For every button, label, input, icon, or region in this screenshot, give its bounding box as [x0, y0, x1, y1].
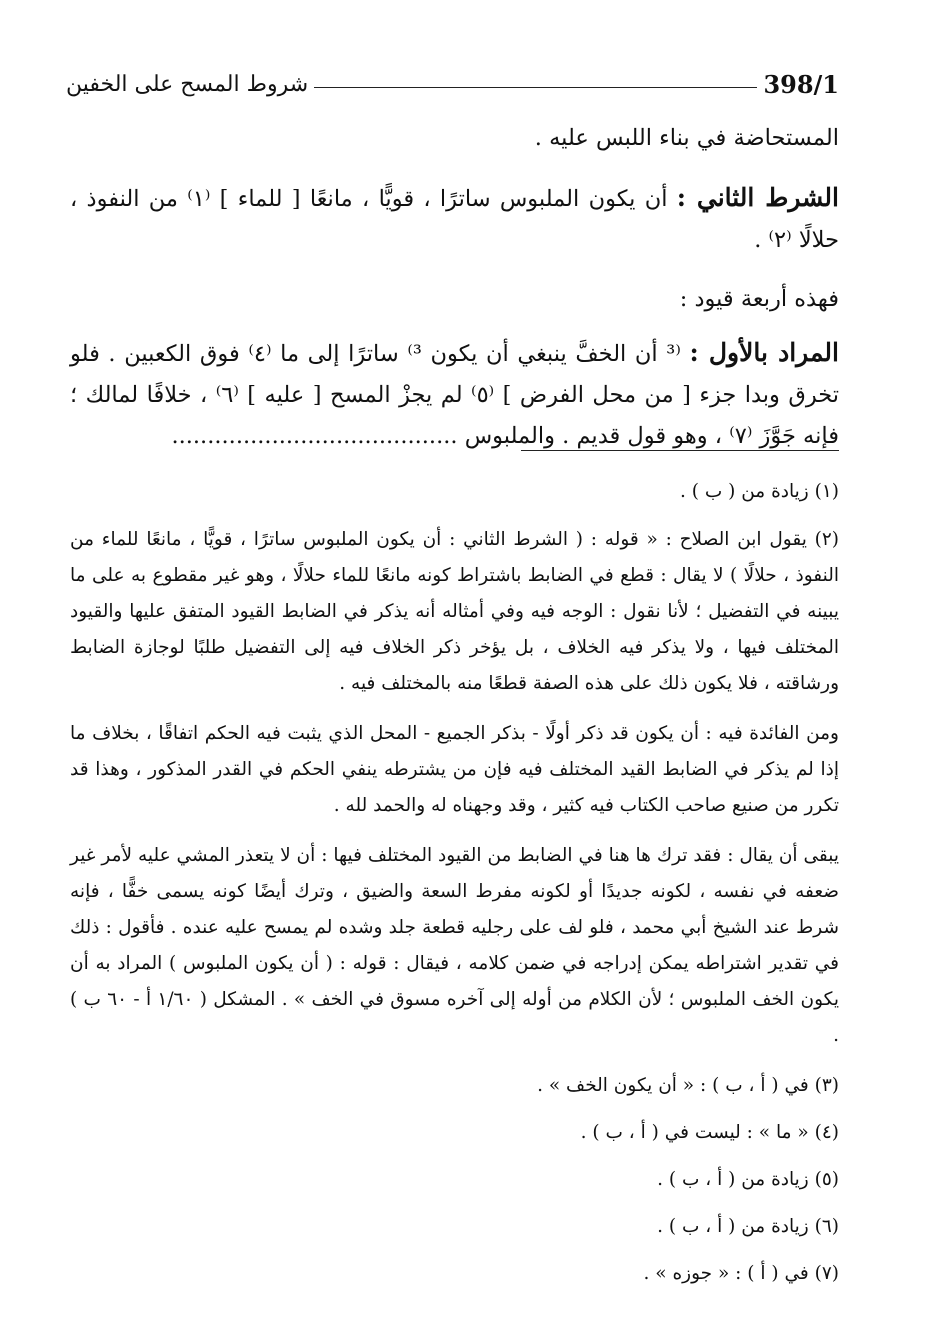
first-constraint-label: المراد بالأول :: [689, 338, 839, 367]
footnote-1: (١) زيادة من ( ب ) .: [679, 481, 839, 502]
first-constraint-text: ⁽³ أن الخفَّ ينبغي أن يكون ³⁾ ساترًا إلى ما ⁽٤⁾ فوق الكعبين . فلو تخرق وبدا جزء [ من محل الفرض ] ⁽٥⁾ لم يجزْ المسح [ عليه ] ⁽٦⁾ ، خلافًا لمالك ؛ فإنه جَوَّزَ ⁽٧⁾ ، وهو قول قديم . والملبوس ........................................: [70, 341, 840, 449]
condition-two-text: أن يكون الملبوس ساترًا ، قويًّا ، مانعًا [ للماء ] ⁽١⁾ من النفوذ ، حلالًا ⁽٢⁾ .: [70, 186, 839, 253]
main-text: [70, 118, 839, 475]
footnote-3: (٣) في ( أ ، ب ) : « أن يكون الخف » .: [537, 1075, 839, 1096]
first-constraint-paragraph: [70, 332, 839, 457]
running-title: شروط المسح على الخفين: [66, 71, 309, 97]
footnote-separator: [521, 450, 839, 451]
footnote-5: (٥) زيادة من ( أ ، ب ) .: [657, 1169, 839, 1190]
condition-two-label: الشرط الثاني :: [676, 183, 839, 212]
footnotes: [70, 474, 839, 1303]
running-header: [66, 64, 839, 104]
footnote-4: (٤) « ما » : ليست في ( أ ، ب ) .: [580, 1122, 839, 1143]
footnote-7: (٧) في ( أ ) : « جوزه » .: [643, 1263, 839, 1284]
condition-two-paragraph: [70, 177, 839, 261]
footnote-2-paragraph-3: يبقى أن يقال : فقد ترك ها هنا في الضابط من القيود المختلف فيها : أن لا يتعذر المشي عليه لأمر غير ضعفه في نفسه ، لكونه جديدًا أو لكونه مفرط السعة والضيق ، وترك أيضًا كونه يسمى خفًّا ، فإنه شرط عند الشيخ أبي محمد ، فلو لف على رجليه قطعة جلد وشده لم يمسح عليه عنده . فأقول : ذلك في تقدير اشتراطه يمكن إدراجه في ضمن كلامه ، فيقال : قوله : ( أن يكون الملبوس ) المراد به أن يكون الخف الملبوس ؛ لأن الكلام من أوله إلى آخره مسوق في الخف » . المشكل ( ١/٦٠ أ - ٦٠ ب ) .: [70, 845, 839, 1046]
footnote-2: (٢) يقول ابن الصلاح : « قوله : ( الشرط الثاني : أن يكون الملبوس ساترًا ، قويًّا ، مانعًا للماء من النفوذ ، حلالًا ) لا يقال : قطع في الضابط باشتراط كونه مانعًا للماء حلالًا ، وهو غير مقطوع به على ما يبينه في التفضيل ؛ لأنا نقول : الوجه فيه وفي أمثاله أنه يذكر في الضابط القيود المتفق عليها والقيود المختلف فيها ، ولا يذكر فيه الخلاف ، بل يؤخر ذكر الخلاف فيه إلى التفضيل طلبًا لوجازة الضابط ورشاقته ، فلا يكون ذلك على هذه الصفة قطعًا منه بالمختلف فيه .: [70, 529, 839, 694]
page-number: 398/1: [763, 69, 839, 99]
header-rule: [314, 87, 757, 88]
footnote-2-paragraph-2: ومن الفائدة فيه : أن يكون قد ذكر أولًا - بذكر الجميع - المحل الذي يثبت فيه الحكم اتفاقًا ، بخلاف ما إذا لم يذكر في الضابط القيد المختلف فيه فإن من يشترطه ينفي الحكم في القدر المذكور ، وهذا قد تكرر من صنيع صاحب الكتاب فيه كثير ، وقد وجهناه له والحمد لله .: [70, 723, 839, 816]
four-constraints-line: فهذه أربعة قيود :: [679, 286, 839, 312]
footnote-6: (٦) زيادة من ( أ ، ب ) .: [657, 1216, 839, 1237]
main-line-1: المستحاضة في بناء اللبس عليه .: [534, 125, 839, 151]
